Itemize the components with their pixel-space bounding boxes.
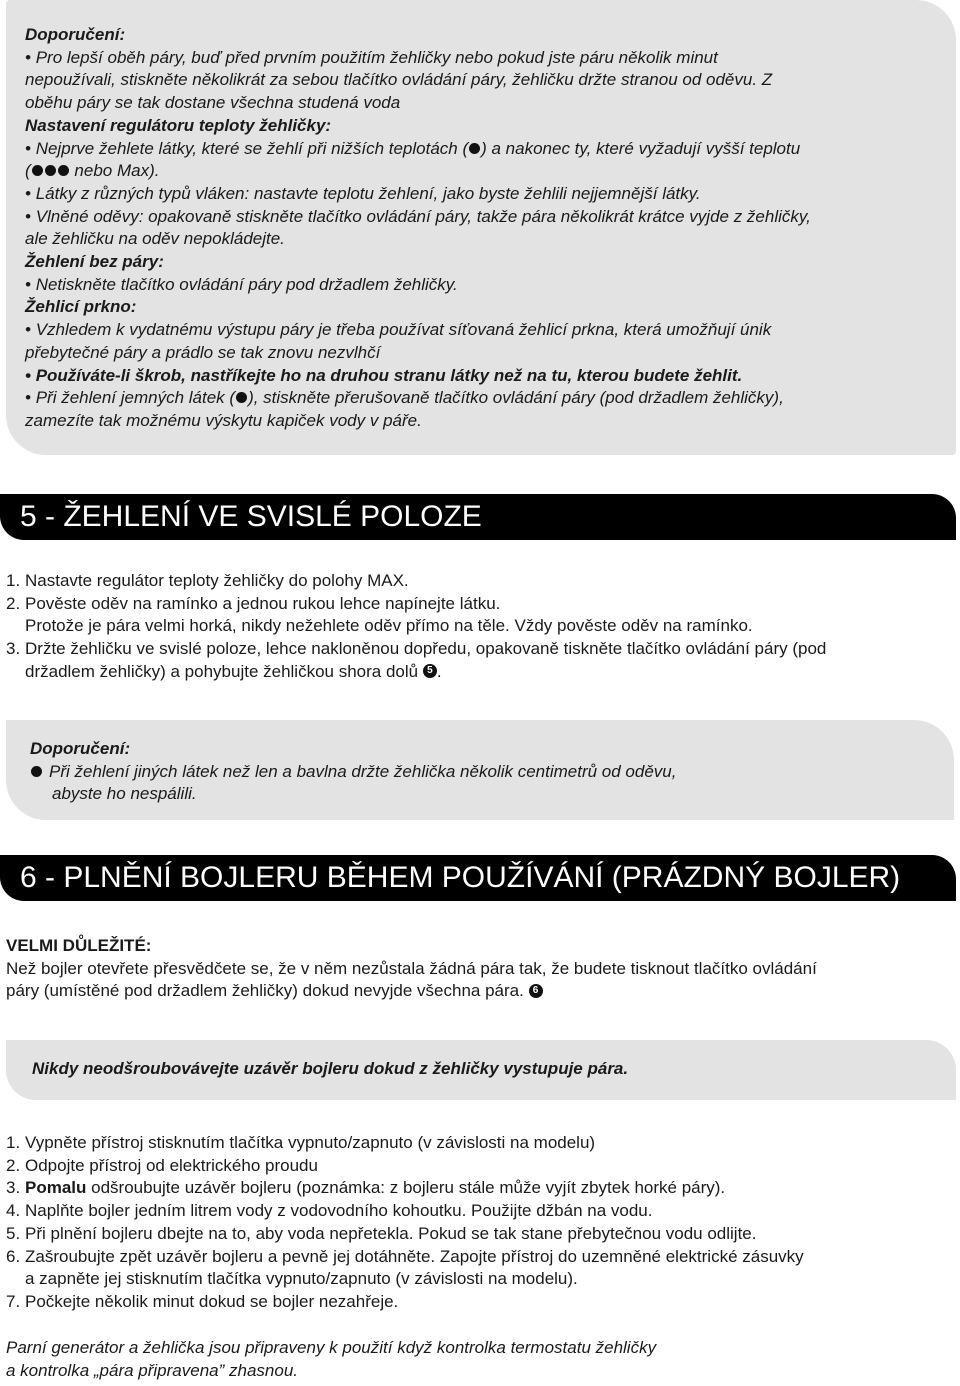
text-line: • Při žehlení jemných látek ( ), stiskněte přerušovaně tlačítko ovládání páry (pod držadlem žehličky), — [25, 388, 784, 408]
temp-dot-icon — [236, 392, 247, 403]
list-item: 2. Odpojte přístroj od elektrického proudu — [6, 1155, 318, 1175]
text-line: páry (umístěné pod držadlem žehličky) dokud nevyjde všechna pára. 6 — [6, 980, 817, 1003]
text-line: ale žehličku na oděv nepokládejte. — [25, 229, 285, 249]
list-item-continuation: Protože je pára velmi horká, nikdy nežehlete oděv přímo na těle. Vždy pověste oděv na ramínko. — [25, 616, 753, 636]
subheading: Nastavení regulátoru teploty žehličky: — [25, 115, 332, 135]
list-item: 3. Držte žehličku ve svislé poloze, lehce nakloněnou dopředu, opakovaně tiskněte tlačítko ovládání páry (pod — [6, 639, 827, 659]
text-line: • Pro lepší oběh páry, buď před prvním použitím žehličky nebo pokud jste páru několik minut — [25, 47, 718, 67]
section-5-title: 5 - ŽEHLENÍ VE SVISLÉ POLOZE — [20, 500, 482, 533]
temp-dot-icon — [32, 165, 43, 176]
text-line: zamezíte tak možnému výskytu kapiček vody v páře. — [25, 410, 422, 430]
warning-title: VELMI DŮLEŽITÉ: — [6, 936, 152, 955]
warning-box-text — [32, 1058, 628, 1081]
text-line: • Látky z různých typů vláken: nastavte teplotu žehlení, jako byste žehlili nejjemnější látky. — [25, 183, 701, 203]
text-line: • Netiskněte tlačítko ovládání páry pod držadlem žehličky. — [25, 274, 458, 294]
text-line: a kontrolka „pára připravena” zhasnou. — [6, 1360, 298, 1380]
list-item: 6. Zašroubujte zpět uzávěr bojleru a pevně jej dotáhněte. Zapojte přístroj do uzemněné elektrické zásuvky — [6, 1246, 804, 1266]
footer-note — [6, 1337, 656, 1382]
section-6-warning — [6, 935, 817, 1003]
temp-dot-icon — [469, 143, 480, 154]
text-line: • Nejprve žehlete látky, které se žehlí při nižších teplotách ( ) a nakonec ty, které vyžadují vyšší teplotu — [25, 138, 801, 158]
warning-text: Nikdy neodšroubovávejte uzávěr bojleru dokud z žehličky vystupuje pára. — [32, 1059, 629, 1078]
list-item: 5. Při plnění bojleru dbejte na to, aby voda nepřetekla. Pokud se tak stane přebytečnou vodu odlijte. — [6, 1223, 757, 1243]
recommendation-title: Doporučení: — [25, 25, 126, 44]
section-6-header — [0, 855, 956, 901]
list-item: 1. Vypněte přístroj stisknutím tlačítka vypnuto/zapnuto (v závislosti na modelu) — [6, 1133, 596, 1152]
temp-dot-icon — [45, 165, 56, 176]
list-item: 3. Pomalu odšroubujte uzávěr bojleru (poznámka: z bojleru stále může vyjít zbytek horké páry). — [6, 1178, 726, 1198]
list-item-continuation: držadlem žehličky) a pohybujte žehličkou shora dolů 5 . — [25, 661, 442, 681]
list-item: 2. Pověste oděv na ramínko a jednou rukou lehce napínejte látku. — [6, 593, 501, 613]
subheading: Žehlicí prkno: — [25, 297, 137, 317]
temp-dot-icon — [58, 165, 69, 176]
section-6-steps — [6, 1132, 804, 1314]
subheading: Žehlení bez páry: — [25, 252, 164, 272]
bullet-dot-icon — [31, 766, 42, 777]
text-line: • Vlněné oděvy: opakovaně stiskněte tlačítko ovládání páry, takže pára několikrát krátce vyjde z žehličky, — [25, 206, 811, 226]
list-item-continuation: a zapněte jej stisknutím tlačítka vypnuto/zapnuto (v závislosti na modelu). — [25, 1269, 578, 1289]
text-line: Než bojler otevřete přesvědčete se, že v něm nezůstala žádná pára tak, že budete tisknout tlačítko ovládání — [6, 958, 817, 978]
figure-5-icon: 5 — [423, 664, 437, 678]
text-line: abyste ho nespálili. — [52, 784, 197, 804]
section-5-header — [0, 494, 956, 540]
figure-6-icon: 6 — [529, 984, 543, 998]
text-line: ( nebo Max). — [25, 161, 160, 181]
text-line: Parní generátor a žehlička jsou připraveny k použití když kontrolka termostatu žehličky — [6, 1338, 657, 1357]
text-line: nepoužívali, stiskněte několikrát za sebou tlačítko ovládání páry, žehličku držte stranou od oděvu. Z — [25, 70, 773, 90]
recommendation-title: Doporučení: — [30, 739, 131, 758]
text-line: přebytečné páry a prádlo se tak znovu nezvlhčí — [25, 342, 381, 362]
text-line: • Používáte-li škrob, nastříkejte ho na druhou stranu látky než na tu, kterou budete žehlit. — [25, 365, 743, 385]
recommendation-content — [25, 24, 811, 433]
text-line: oběhu páry se tak dostane všechna studená voda — [25, 93, 401, 113]
text-line: • Vzhledem k vydatnému výstupu páry je třeba používat síťovaná žehlicí prkna, která umožňují únik — [25, 320, 772, 340]
text-line: Při žehlení jiných látek než len a bavlna držte žehlička několik centimetrů od oděvu, — [30, 761, 676, 784]
section-5-steps — [6, 570, 826, 684]
section-6-title: 6 - PLNĚNÍ BOJLERU BĚHEM POUŽÍVÁNÍ (PRÁZDNÝ BOJLER) — [20, 861, 901, 894]
list-item: 4. Naplňte bojler jedním litrem vody z vodovodního kohoutku. Použijte džbán na vodu. — [6, 1201, 653, 1221]
list-item: 7. Počkejte několik minut dokud se bojler nezahřeje. — [6, 1291, 399, 1311]
list-item: 1. Nastavte regulátor teploty žehličky do polohy MAX. — [6, 571, 409, 590]
recommendation-2-content — [30, 738, 676, 806]
